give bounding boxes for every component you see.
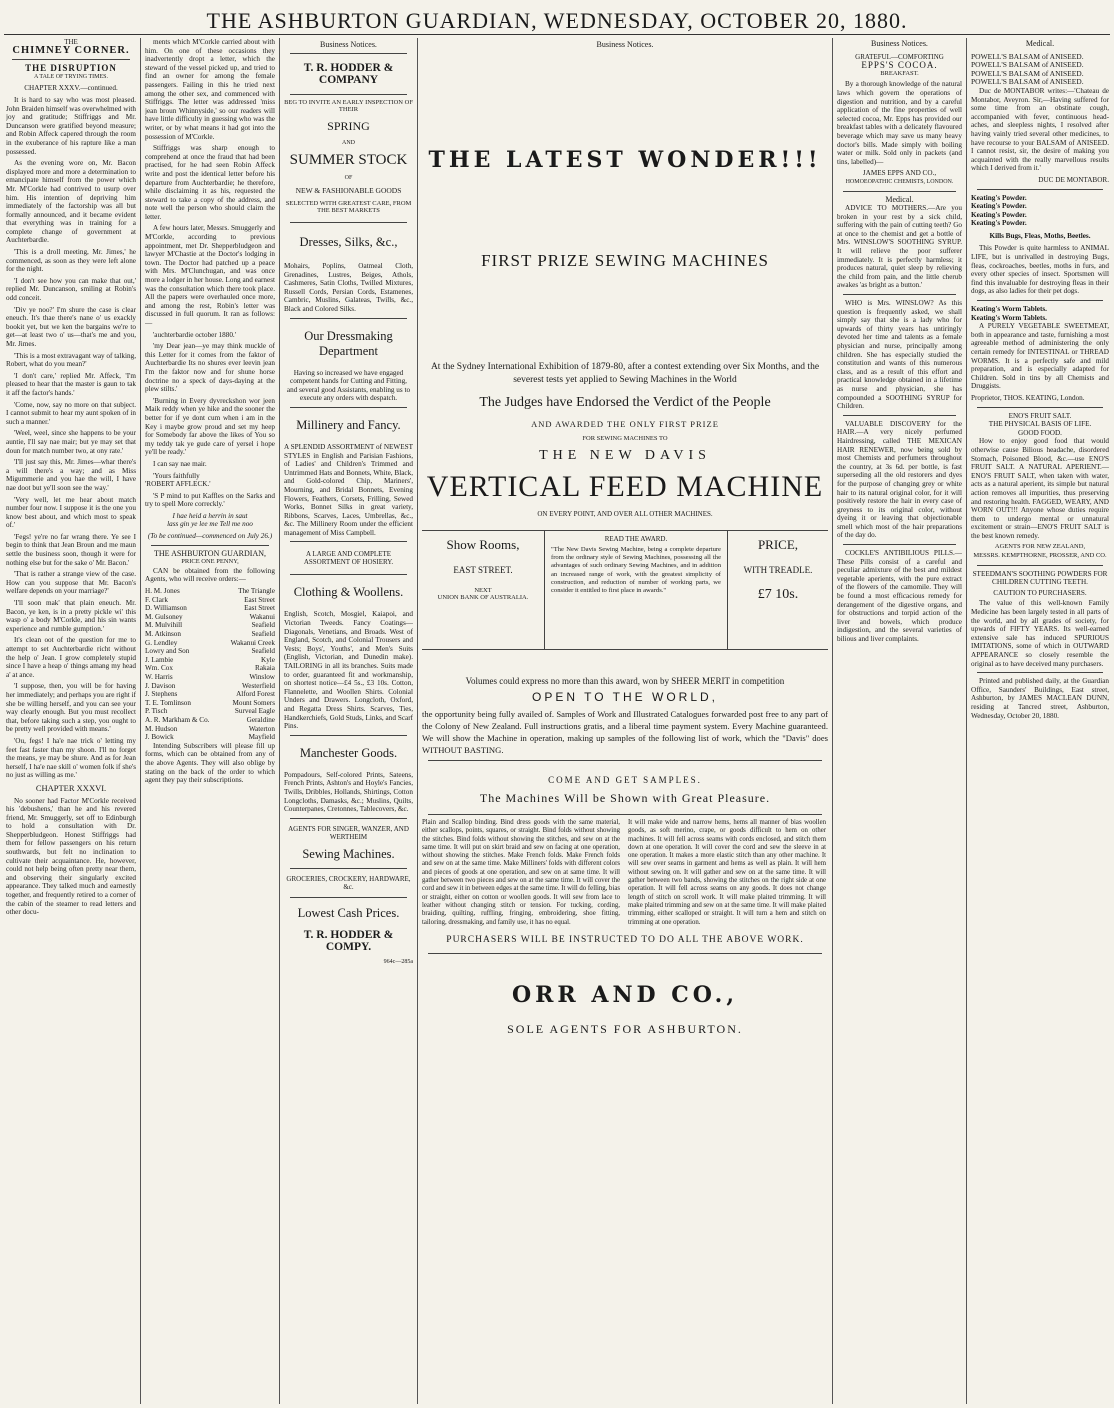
- keating-powder: Keating's Powder.: [971, 193, 1027, 202]
- paragraph: 'auchterbardie october 1880.': [153, 330, 237, 339]
- to-be-continued: (To be continued—commenced on July 26.): [147, 532, 273, 541]
- paragraph: 'I'll soon mak' that plain eneuch. Mr. Bacon, ye ken, is in a pretty pickle wi' this wasp o' a body M'Corkle, and his sin wants experience and rumble gumption.': [6, 599, 136, 633]
- powell-balsam: POWELL'S BALSAM of ANISEED.: [971, 60, 1084, 70]
- column-rule: [279, 38, 280, 1404]
- agent-row: [145, 707, 275, 716]
- singer-agents: AGENTS FOR SINGER, WANZER, AND WERTHEIM: [288, 824, 409, 841]
- dresses-text: Mohairs, Poplins, Oatmeal Cloth, Grenadines, Lustres, Beiges, Athols, Cashmeres, Satin Cloths, Twilled Mixtures, Russell Cords, Persian Cords, Estamenes, Cambric, Muslins, Galateas, Twills, &c., Black and Colored Silks.: [284, 262, 413, 313]
- agent-location: Rakaia: [255, 664, 275, 673]
- millinery-heading: Millinery and Fancy.: [296, 417, 401, 432]
- purchasers: PURCHASERS WILL BE INSTRUCTED TO DO ALL THE ABOVE WORK.: [446, 934, 804, 945]
- agent-name: H. M. Jones: [145, 587, 180, 596]
- column-hodder-advert: [284, 38, 413, 1404]
- verse: I hae heid a herrin in saut lass gin ye lee me Tell me noo: [167, 511, 253, 529]
- agent-name: D. Williamson: [145, 604, 187, 613]
- latest-wonder: THE LATEST WONDER!!!: [428, 147, 822, 173]
- agent-location: Wakanui: [249, 612, 275, 621]
- agent-location: Mount Somers: [232, 698, 275, 707]
- opportunity-text: the opportunity being fully availed of. Samples of Work and Illustrated Catalogues forwarded post free to any part of the Colony of New Zealand. Full instructions gratis, and a liberal time payment system. Every Machine guaranteed. We will show the Machine in operation, making up samples of the following list of work, which the "Davis" does WITHOUT BASTING.: [422, 709, 828, 755]
- sewing-heading: Sewing Machines.: [302, 846, 395, 861]
- agent-row: [145, 690, 275, 699]
- summer-stock: SUMMER STOCK: [289, 152, 408, 168]
- clothing-heading: Clothing & Woollens.: [293, 585, 404, 600]
- agent-location: Seafield: [251, 621, 275, 630]
- column-header: Business Notices.: [596, 40, 654, 49]
- masthead-rule: [4, 34, 1110, 35]
- awarded: AND AWARDED THE ONLY FIRST PRIZE: [531, 419, 719, 429]
- judges: The Judges have Endorsed the Verdict of the People: [479, 395, 771, 410]
- paragraph: 'Yours faithfully 'ROBERT AFFLECK.': [145, 471, 211, 489]
- paragraph: 'Ou, fegs! I ha'e nae trick o' letting my feet fast faster than my shoon. I'll no forget the means, ye may be shure. And as for Jean herself, I ha'e nae skill o' women folk if she's no just as willing as me.': [6, 736, 136, 780]
- agent-row: [145, 639, 275, 648]
- clothing-text: English, Scotch, Mosgiel, Kaiapoi, and Victorian Tweeds. Fancy Coatings—Diagonals, Venetians, and Broads. West of England, Scotch, and Colonial Trousers and Vests; Boys', Youths', and Men's Suits (English, Victorian, and Dunedin make). TAILORING in all its branches. Suits made to order, guaranteed fit and workmanship, on shortest notice—£4 5s., £3 10s. Cotton, Flannelette, and Woollen Shirts. Colonial Unders and Drawers. Longcloth, Oxford, and Regatta Dress Shirts. Scarves, Ties, Handkerchiefs, Gold Studs, Links, and Scarf Pins.: [284, 610, 413, 731]
- agent-row: [145, 716, 275, 725]
- agent-row: [145, 647, 275, 656]
- paragraph: 'Come, now, say no more on that subject. I cannot submit to hear my aunt spoken of in such a manner.': [6, 400, 136, 426]
- paragraph: 'Burning in Every dyvreckshon wor jeen Maik reddy when ye hike and the sooner the better for if ye dont cum when i am in the Key i maybe grow proud and set my heep for Somebody far above the likes of You so my teddy tak ye gude care of yersel i hope ye'll be ready.': [145, 396, 275, 457]
- firm-name: T. R. HODDER & COMPANY: [303, 62, 394, 86]
- column-chimney-corner: [6, 38, 136, 1404]
- eno-text: How to enjoy good food that would otherwise cause Bilious headache, disordered Stomach, Poisoned Blood, &c.—use ENO'S FRUIT SALT. A NATURAL APERIENT.—ENO'S FRUIT SALT, when taken with water, acts as a natural aperient, its simple but natural action removes all impurities, thus preserving and restoring health. FAGGED, WEARY, AND WORN OUT!!! Anyone whose duties require them to undergo mental or unnatural excitement or strain—ENO'S FRUIT SALT is the best known remedy.: [971, 437, 1109, 540]
- story-tagline: A TALE OF TRYING TIMES.: [33, 73, 109, 80]
- section-title: CHIMNEY CORNER.: [12, 44, 130, 56]
- agent-location: Surveal Eagle: [234, 707, 275, 716]
- powell-balsam: POWELL'S BALSAM of ANISEED.: [971, 68, 1084, 78]
- agent-name: J. Davison: [145, 681, 176, 690]
- winslow-text: WHO is Mrs. WINSLOW? As this question is frequently asked, we shall simply say that she is a lady who for upwards of thirty years has untiringly devoted her time and talents as a female physician and nurse, principally among children. She has especially studied the constitution and wants of this numerous class, and as a result of this effort and practical knowledge obtained in a lifetime as nurse and physician, she has compounded a SOOTHING SYRUP for Children.: [837, 299, 962, 411]
- column-davis-advert: [422, 38, 828, 1404]
- agent-row: [145, 630, 275, 639]
- story-title: THE DISRUPTION: [25, 63, 117, 74]
- medical-header: Medical.: [885, 194, 914, 204]
- paragraph: 'Fegs! ye're no far wrang there. Ye see I begin to think that Jean Broun and me maun settle the business soon, though it were for nothing else but for the sake o' Mr. Bacon.': [6, 532, 136, 567]
- mothers-advice: ADVICE TO MOTHERS.—Are you broken in your rest by a sick child, suffering with the pain of cutting teeth? Go at once to the chemist and get a bottle of Mrs. WINSLOW'S SOOTHING SYRUP. It will relieve the poor sufferer immediately. It is perfectly harmless; it produces natural, quiet sleep by relieving the child from pain, and the little cherub awakes 'as bright as a button.': [837, 204, 962, 290]
- dresses-heading: Dresses, Silks, &c.,: [299, 235, 398, 249]
- imprint: Printed and published daily, at the Guardian Office, Saunders' Buildings, East street, Ashburton, by JAMES MACLEAN DUNN, residing at Tancred street, Ashburton, Wednesday, October 20, 1880.: [971, 677, 1109, 720]
- orr-and-co: ORR AND CO.,: [511, 981, 738, 1008]
- agent-location: East Street: [244, 595, 275, 604]
- agents-title: THE ASHBURTON GUARDIAN,: [153, 548, 267, 558]
- powell-balsam: POWELL'S BALSAM of ANISEED.: [971, 51, 1084, 61]
- agent-name: J. Stephens: [145, 690, 178, 699]
- of-label: OF: [344, 175, 353, 181]
- selected: SELECTED WITH GREATEST CARE, FROM THE BEST MARKETS: [285, 200, 412, 214]
- caution: CAUTION TO PURCHASERS.: [993, 588, 1087, 597]
- paragraph: 'This is a droll meeting, Mr. Jimes,' he commenced, as soon as they were left alone for the night.: [6, 248, 136, 274]
- column-rule: [832, 38, 833, 1404]
- story-body: [6, 96, 136, 780]
- chapter-heading: CHAPTER XXXV.—continued.: [24, 84, 118, 93]
- dressmaking-heading: Our Dressmaking Department: [304, 328, 393, 358]
- agent-row: [145, 725, 275, 734]
- keating-powder: Keating's Powder.: [971, 210, 1027, 219]
- story-body-2: [6, 797, 136, 917]
- keating-powder: Keating's Powder.: [971, 202, 1027, 211]
- volumes: Volumes could express no more than this award, won by SHEER MERIT in competition: [465, 676, 785, 686]
- sole-agents: SOLE AGENTS FOR ASHBURTON.: [507, 1021, 743, 1036]
- paragraph: 'Weel, weel, since she happens to be your auntie, I'll say nae mair; but ye may set that doun for match number two, at ony rate.': [6, 429, 136, 455]
- agent-name: A. R. Markham & Co.: [145, 715, 210, 724]
- goods: NEW & FASHIONABLE GOODS: [295, 186, 402, 195]
- caution-text: The value of this well-known Family Medicine has been largely tested in all parts of the world, and by all grades of society, for upwards of FIFTY YEARS. Its well-earned extensive sale has induced SPURIOUS IMITATIONS, some of which in OUTWARD APPEARANCE so closely resemble the original as to have deceived many purchasers.: [971, 599, 1109, 668]
- paragraph: It's clean oot of the question for me to attempt to set Auchterbardie richt without the help o' Jean. I grow completely stupid since I have a heap o' things amang my head a' at ance.: [6, 636, 136, 679]
- story-continued-body: [145, 38, 275, 509]
- agent-name: P. Tisch: [145, 707, 168, 716]
- section-label: THE: [64, 38, 78, 46]
- paragraph: 'Very well, let me hear about match number four now. I suppose it is the one you know best about, and which most to speak of.': [6, 495, 136, 530]
- hosiery: A LARGE AND COMPLETE ASSORTMENT OF HOSIERY.: [303, 550, 394, 567]
- dressmaking-text: Having so increased we have engaged competent hands for Cutting and Fitting, and several good Assistants, enabling us to execute any orders with despatch.: [286, 368, 411, 403]
- worm-text: A PURELY VEGETABLE SWEETMEAT, both in appearance and taste, furnishing a most agreeable method of administering the only certain remedy for INTESTINAL or THREAD WORMS. It is a perfectly safe and mild preparation, and is especially adapted for Children. Sold in tins by all Chemists and Druggists.: [971, 322, 1109, 391]
- treadle: WITH TREADLE.: [743, 565, 813, 575]
- duc-signature: DUC DE MONTABOR.: [1038, 175, 1109, 184]
- worm-tablets: Keating's Worm Tablets.: [971, 305, 1047, 314]
- masthead: THE ASHBURTON GUARDIAN, WEDNESDAY, OCTOBER 20, 1880.: [206, 8, 908, 33]
- shown-with-pleasure: The Machines Will be Shown with Great Pleasure.: [479, 791, 771, 805]
- column-epps-medical: [837, 38, 962, 1404]
- agent-name: Lowry and Son: [145, 647, 190, 656]
- every-point: ON EVERY POINT, AND OVER ALL OTHER MACHINES.: [537, 510, 713, 518]
- agent-name: J. Lambie: [145, 655, 174, 664]
- paragraph: 'That is rather a strange view of the case. How can you suppose that Mr. Bacon's welfare depends on your marriage?': [6, 570, 136, 596]
- paragraph: I can say nae mair.: [153, 459, 207, 468]
- agent-row: [145, 699, 275, 708]
- vertical-feed-machine: VERTICAL FEED MACHINE: [426, 470, 824, 503]
- column-header: Business Notices.: [871, 39, 928, 48]
- east-street: EAST STREET.: [453, 565, 513, 575]
- work-list-left: Plain and Scallop binding. Bind dress goods with the same material, either scallops, points, squares, or straight. Bind folds without showing the stitches. Bind folds without showing the stitches, and sew on at the same time. It will put on skirt braid and sew on facing at one operation, without showing the stitches. Make French folds. Make French folds and sew on at the same time. Make Milliners' folds with different colors and pieces of goods at one operation, and sew on at same time. It will gather between two pieces and sew on at the same time. It will cover the cord and sew it in between edges at the same time. It will do felling, bias or straight, either on cotton or woollen goods. It will sew from lace to leather without changing stitch or tension. For tucking, cording, braiding, quilting, ruffling, fringing, embroidering, shoe fitting, tailoring, dressmaking, and family use, it has no equal.: [422, 819, 620, 926]
- paragraph: No sooner had Factor M'Corkle received his 'debushens,' than he and his revered friend, Mr. Smuggerly, set off to Edinburgh to hold a consultation with Dr. Shepperbludgeon. Honest Stiffriggs had them for fellow passengers on his return southwards, but felt no inclination to cultivate their acquaintance. He, however, could not help being often pretty near them, and observing their singularly excited appearance. They talked much and earnestly together, and frequently retired to a corner of the cabin of the steamer to read letters and other docu-: [6, 796, 136, 917]
- paragraph: It is hard to say who was most pleased. John Braiden himself was overwhelmed with joy and gratitude; Stiffriggs and Mr. Duncanson were gratified beyond measure; and Robin Affeck capered through the room in the exuberance of his rapture like a man possessed.: [6, 95, 136, 156]
- spring: SPRING: [327, 119, 370, 133]
- column-story-continued: [145, 38, 275, 1404]
- award-panel: [422, 530, 828, 650]
- price-label: PRICE,: [757, 537, 799, 552]
- agent-location: Waterton: [248, 724, 275, 733]
- come-get-samples: COME AND GET SAMPLES.: [548, 775, 702, 785]
- column-rule: [140, 38, 141, 1404]
- next-label: NEXT: [474, 587, 492, 594]
- agent-name: M. Atkinson: [145, 630, 181, 638]
- agent-row: [145, 733, 275, 742]
- worm-tablets: Keating's Worm Tablets.: [971, 313, 1047, 322]
- agent-row: [145, 604, 275, 613]
- price-amount: £7 10s.: [757, 587, 799, 602]
- paragraph: As the evening wore on, Mr. Bacon displayed more and more a determination to emancipate himself from the power which Mr. M'Corkle had contrived to usurp over him. His intention of depriving him immediately of the factorship was all but formally announced, and it became evident that everything was in training for a complete change of government at Auchterbardie.: [6, 159, 136, 245]
- paragraph: 'my Dear jean—ye may think muckle of this Letter for it comes from the faktor of Auchterbardie Its no shures ever leevin jean I'm the faktor now and for shune horse doctrine no a speck of days-daying at the plew stilts.': [145, 342, 275, 394]
- agent-row: [145, 596, 275, 605]
- column-rule: [417, 38, 418, 1404]
- agent-row: [145, 621, 275, 630]
- agent-row: [145, 613, 275, 622]
- price-box: [728, 531, 828, 649]
- cockle-pills: COCKLE'S ANTIBILIOUS PILLS.—These Pills consist of a careful and peculiar admixture of the best and mildest vegetable aperients, with the pure extract of the flowers of the camomile. They will be found a most efficacious remedy for derangement of the digestive organs, and for obstructions and torpid action of the liver and bowels, which produce indigestion, and the several varieties of bilious and liver complaints.: [837, 549, 962, 643]
- agent-location: Mayfield: [248, 733, 275, 742]
- manchester-heading: Manchester Goods.: [299, 745, 398, 760]
- agents-nz: AGENTS FOR NEW ZEALAND,: [994, 543, 1086, 551]
- agent-name: F. Clark: [145, 595, 168, 604]
- agent-location: Kyle: [261, 655, 275, 664]
- powell-balsam: POWELL'S BALSAM of ANISEED.: [971, 77, 1084, 87]
- eno-sub: THE PHYSICAL BASIS OF LIFE.: [988, 420, 1092, 429]
- invite-text: BEG TO INVITE AN EARLY INSPECTION OF THEIR: [284, 99, 413, 113]
- paragraph: 'This is a most extravagant way of talking, Robert, what do you mean?': [6, 351, 136, 369]
- kills-bugs: Kills Bugs, Fleas, Moths, Beetles.: [989, 231, 1091, 240]
- column-header: Business Notices.: [320, 40, 377, 49]
- epps-title: GRATEFUL—COMFORTING: [855, 52, 944, 61]
- column-header: Medical.: [1025, 39, 1055, 48]
- award-text: "The New Davis Sewing Machine, being a complete departure from the ordinary style of Sewing Machines, possessing all the advantages of such ordinary Sewing Machines, and in addition an increased range of work, with the greatest simplicity of construction, and reduction of number of working parts, we consider it entitled to first place in awards.": [551, 546, 721, 595]
- chapter-heading-2: CHAPTER XXXVI.: [35, 782, 107, 793]
- keating-firm: Proprietor, THOS. KEATING, London.: [971, 393, 1085, 402]
- agent-name: J. Bowick: [145, 733, 174, 742]
- good-food: GOOD FOOD.: [1018, 428, 1062, 437]
- agent-location: The Triangle: [238, 587, 275, 596]
- agent-location: Seafield: [251, 647, 275, 656]
- paragraph: 'Div ye noo?' I'm shure the case is clear eneuch. It's thae there's nane o' us exackly bookit yet, but we ken the bargains we're to get—at least two o' us—that's me and you, Mr. Jimes.: [6, 305, 136, 348]
- epps-text: By a thorough knowledge of the natural laws which govern the operations of digestion and nutrition, and by a careful application of the fine properties of well selected cocoa, Mr. Epps has provided our breakfast tables with a delicately flavoured beverage which may save us many heavy doctor's bills. Made simply with boiling water or milk. Sold only in packets (and tins, labelled)—: [837, 80, 962, 166]
- agents-outro: Intending Subscribers will please fill up forms, which can be obtained from any of the above Agents. They will also oblige by stating on the back of the order to which agent they pay their subscriptions.: [145, 741, 275, 785]
- agent-name: M. Mulvihill: [145, 621, 183, 630]
- first-prize: FIRST PRIZE SEWING MACHINES: [481, 251, 769, 270]
- agents-price: PRICE ONE PENNY,: [181, 558, 239, 566]
- paragraph: 'I don't see how you can make that out,' replied Mr. Duncanson, smiling at Robin's odd conceit.: [6, 276, 136, 303]
- open-to-world: OPEN TO THE WORLD,: [531, 690, 719, 704]
- agent-name: W. Harris: [145, 672, 173, 681]
- and-label: AND: [342, 140, 355, 146]
- agent-name: M. Gulsoney: [145, 612, 183, 621]
- work-list: [422, 819, 828, 927]
- agent-location: Wakanui Creek: [230, 638, 275, 647]
- keating-powder: Keating's Powder.: [971, 219, 1027, 228]
- paragraph: A few hours later, Messrs. Smuggerly and M'Corkle, according to previous appointment, met Dr. Shepperbludgeon and lawyer M'Chastie at the Doctor's lodging in town. The Doctor had patched up a peace with Mrs. M'Clunchugan, and was once more a lodger in her house. Long and earnest was the consultation which there took place. All the papers were overhauled once more, and among the rest, Robin's letter was discussed in full quorum. It ran as follows:—: [145, 224, 275, 327]
- kempthorne: MESSRS. KEMPTHORNE, PROSSER, AND CO.: [973, 552, 1107, 560]
- groceries: GROCERIES, CROCKERY, HARDWARE, &c.: [286, 874, 411, 891]
- advert-code: 964c—285a: [383, 958, 413, 965]
- agent-location: Geraldine: [246, 715, 275, 724]
- agent-row: [145, 673, 275, 682]
- powell-text: Duc de MONTABOR writes:—'Chateau de Montabor, Aveyron. Sir,—Having suffered for some time from an obstinate cough, accompanied with fever, continuous head-aches, and sleepless nights, I resolved after having vainly tried several other medicines, to have recourse to your BALSAM of ANISEED. I cannot resist, sir, the desire of making you acquainted with the really marvellous results which I derived from it.': [971, 86, 1109, 173]
- agent-location: Seafield: [251, 630, 275, 638]
- showrooms-box: [422, 531, 544, 649]
- for-sewing: FOR SEWING MACHINES TO: [582, 435, 668, 442]
- epps-sub: HOMOEOPATHIC CHEMISTS, LONDON.: [845, 178, 954, 185]
- agent-name: M. Hudson: [145, 724, 178, 733]
- lowest-prices: Lowest Cash Prices.: [297, 905, 400, 920]
- agent-row: [145, 664, 275, 673]
- manchester-text: Pompadours, Self-colored Prints, Sateens, French Prints, Ashton's and Hoyle's Fancies, Twills, Dribbles, Hollands, Shirtings, Cotton Longcloths, Damasks, &c.; Muslins, Quilts, Counterpanes, Cretonnes, Tablecovers, &c.: [284, 770, 413, 814]
- epps-firm: JAMES EPPS AND CO.,: [862, 169, 937, 178]
- agent-row: [145, 656, 275, 665]
- column-medical: [971, 38, 1109, 1404]
- new-davis: THE NEW DAVIS: [539, 448, 711, 463]
- agent-location: Alford Forest: [236, 690, 275, 699]
- hair-renewer: VALUABLE DISCOVERY for the HAIR.—A very nicely perfumed Hairdressing, called THE MEXICAN HAIR RENEWER, now being sold by most Chemists and perfumers throughout the country, at 3s 6d. per bottle, is fast superseding all the old restorers and dyes for the purpose of changing grey or white hair to its natural original color, for it will positively restore the hair in every case of greyness to its original color, without dyeing it or leaving that objectionable smell which most of the hair preparations of the day do.: [837, 419, 962, 540]
- breakfast: BREAKFAST.: [880, 69, 919, 77]
- agent-location: Winslow: [249, 672, 275, 681]
- award-box: [544, 531, 728, 649]
- paragraph: 'I suppose, then, you will be for having her immediately; and perhaps you are right if she be willing herself, and you can see your way clearly enough. But you must recollect that, before taking such a step, you ought to be pretty well provided with means.': [6, 682, 136, 734]
- sydney-exhibition: At the Sydney International Exhibition of 1879-80, after a contest extending over Six Months, and the severest tests yet applied to Sewing Machines in the World: [430, 362, 820, 385]
- millinery-text: A SPLENDID ASSORTMENT of NEWEST STYLES in English and Parisian Fashions, of Ladies' and Children's Trimmed and Untrimmed Hats and Bonnets, White, Black, and Gold-colored Chip, Mariners', Mourning, and Bridal Bonnets, Evening Flowers, Feathers, Corsets, Frilling, Sewed Works, Bonnet Silks in great variety, Ribbons, Scarves, Laces, Umbrellas, &c., &c. The Millinery Room under the efficient management of Miss Campbell.: [284, 442, 413, 537]
- agent-name: T. E. Tomlinson: [145, 698, 191, 707]
- agent-name: G. Lendley: [145, 638, 178, 647]
- eno-title: ENO'S FRUIT SALT.: [1008, 411, 1072, 420]
- paragraph: Stiffriggs was sharp enough to comprehend at once the fraud that had been practised, for he had seen Robin Affeck write and post the identical letter before his departure from Auchterbardie; he therefore, while disclaiming it as his, requested the steward to take a copy of the address, and note well the person who should claim the letter.: [145, 144, 275, 221]
- union-bank: UNION BANK OF AUSTRALIA.: [437, 594, 529, 601]
- paragraph: 'I'll just say this, Mr. Jimes—whar there's a will there's a way; and as Miss Migummerie and you hae the will, I have nae doot but ye'll soon see the way.': [6, 458, 136, 492]
- column-rule: [966, 38, 967, 1404]
- agent-row: [145, 682, 275, 691]
- showrooms: Show Rooms,: [446, 537, 520, 552]
- agent-location: Westerfield: [242, 681, 275, 690]
- keating-text: This Powder is quite harmless to ANIMAL LIFE, but is unrivalled in destroying Bugs, fleas, cockroaches, beetles, moths in furs, and every other species of insect. Sportsmen will find this invaluable for destroying fleas in their dogs, as also ladies for their pet dogs.: [971, 244, 1109, 296]
- agents-list: [145, 587, 275, 742]
- epps-cocoa: EPPS'S COCOA.: [861, 60, 938, 71]
- read-award: READ THE AWARD.: [604, 535, 668, 543]
- agents-intro: CAN be obtained from the following Agents, who will receive orders:—: [145, 566, 275, 584]
- paragraph: ments which M'Corkle carried about with him. On one of these occasions they inadvertently dropt a letter, which the steward of the vessel picked up, and tried to find an owner for among the female passengers. Failing in this he tried next among the other sex, and commenced with Stiffriggs. The letter was addressed 'miss jean broun Whinnyside,' so our readers will have little difficulty in guessing who was the writer, or by what means it had got into the possession of M'Corkle.: [145, 38, 275, 141]
- agent-name: Wm. Cox: [145, 664, 173, 673]
- paragraph: 'S P mind to put Kaffles on the Sarks and try to spell More correckly.': [145, 491, 275, 509]
- paragraph: 'I don't care,' replied Mr. Affeck, 'I'm pleased to hear that the master is gaun to tak it aff the factor's hands.': [6, 371, 136, 397]
- work-list-right: It will make wide and narrow hems, hems all manner of bias woollen goods, as soft merino, crape, or goods difficult to hem on other machines. It will fell across seams with cords enclosed, and stitch them down at one operation. It will cover the cord and sew the sleeve in at one operation. It makes a more elastic stitch than any other machine. It will sew over seams in garment and hems as well as plain. It will hem without sewing on. It will gather and sew on at the same time. It will gather between two bands, showing the stitches on the right side at one operation. It will fell across seams on any goods. It does not change length of stitch on scroll work. It will make plaited trimming. It will make plaited trimming and sew on at the same time. It will make plaited trimming, either scalloped or straight. It will turn a hem and stitch on trimming at one operation.: [628, 819, 826, 926]
- firm-name-2: T. R. HODDER & COMPY.: [303, 928, 394, 953]
- agent-location: East Street: [244, 604, 275, 613]
- steedman: STEEDMAN'S SOOTHING POWDERS FOR CHILDREN CUTTING TEETH.: [972, 569, 1108, 587]
- agent-row: [145, 587, 275, 596]
